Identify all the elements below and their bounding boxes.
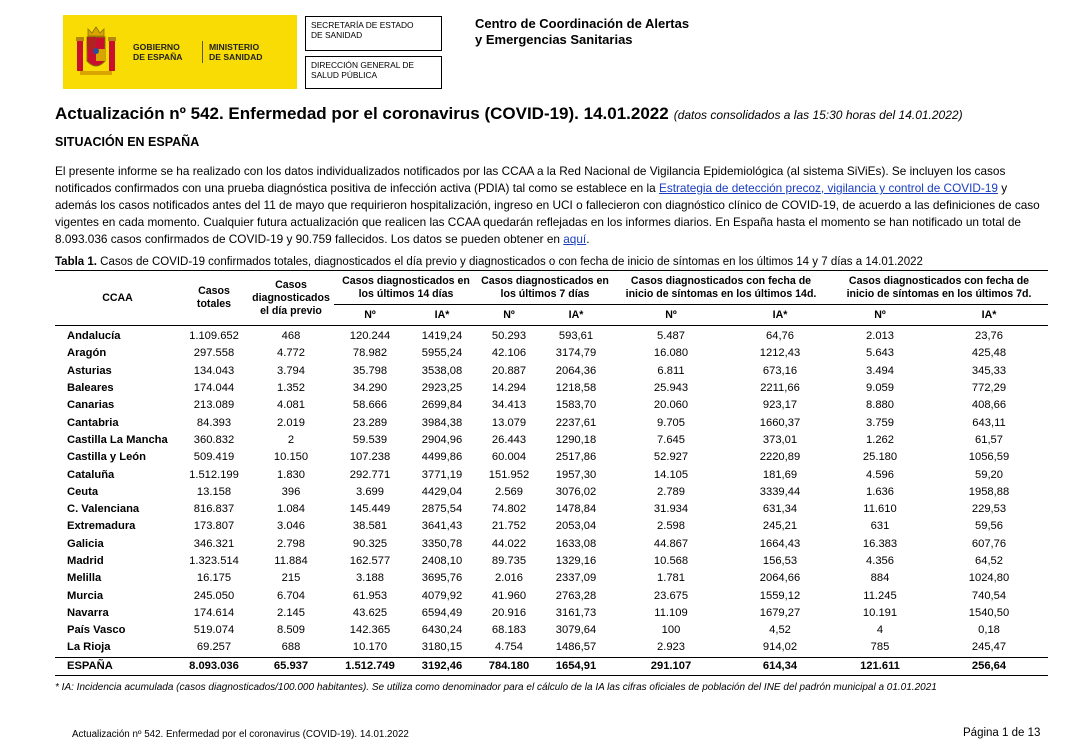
value-cell: 1540,50 <box>968 606 1010 619</box>
value-cell: 4.596 <box>866 468 894 481</box>
value-cell: 25.180 <box>862 451 898 464</box>
value-cell: 107.238 <box>349 451 391 464</box>
value-cell: 69.257 <box>196 641 232 654</box>
value-cell: 7.645 <box>657 433 685 446</box>
ccaa-name-cell: Ceuta <box>67 485 99 498</box>
value-cell: 785 <box>870 641 890 654</box>
value-cell: 1.512.199 <box>189 468 239 481</box>
value-cell: 2904,96 <box>421 433 463 446</box>
value-cell: 2064,66 <box>759 572 801 585</box>
value-cell: 614,34 <box>730 657 830 675</box>
value-cell: 297.558 <box>193 347 235 360</box>
value-cell: 4429,04 <box>421 485 463 498</box>
value-cell: 4.754 <box>495 641 523 654</box>
value-cell: 740,54 <box>971 589 1007 602</box>
ccaa-name-cell: Extremadura <box>67 520 136 533</box>
table-row <box>55 484 1048 501</box>
value-cell: 1664,43 <box>759 537 801 550</box>
value-cell: 3350,78 <box>421 537 463 550</box>
value-cell: 2211,66 <box>760 382 800 395</box>
value-cell: 3180,15 <box>421 641 463 654</box>
col-header-n: Nº <box>874 308 886 321</box>
value-cell: 145.449 <box>349 503 391 516</box>
value-cell: 1583,70 <box>555 399 597 412</box>
table-row <box>55 345 1048 362</box>
table-row <box>55 432 1048 449</box>
table-row <box>55 397 1048 414</box>
value-cell: 1679,27 <box>759 606 801 619</box>
table-row <box>55 570 1048 587</box>
col-header-7d: Casos diagnosticados en los últimos 7 días <box>478 271 612 305</box>
value-cell: 1.830 <box>277 468 305 481</box>
value-cell: 884 <box>870 572 890 585</box>
ccaa-name-cell: ESPAÑA <box>55 657 180 675</box>
value-cell: 1957,30 <box>555 468 597 481</box>
value-cell: 23.289 <box>352 416 388 429</box>
value-cell: 245,47 <box>971 641 1007 654</box>
value-cell: 61.953 <box>352 589 388 602</box>
intro-text-1: El presente informe se ha realizado con los datos individualizados notificados por las CCAA a la Red Nacional de Vigilancia Epidemiológica (al sistema SiViEs). Se incluyen los casos notificados confirmados con una prueba diagnóstica positiva de infección activa (PDIA) tal como se establece en la <box>55 164 1006 195</box>
ccaa-name-cell: Canarias <box>67 399 115 412</box>
value-cell: 229,53 <box>971 503 1007 516</box>
value-cell: 2923,25 <box>421 382 463 395</box>
value-cell: 396 <box>281 485 301 498</box>
value-cell: 50.293 <box>491 330 527 343</box>
value-cell: 44.022 <box>491 537 527 550</box>
value-cell: 3079,64 <box>555 624 597 637</box>
value-cell: 59,20 <box>975 468 1003 481</box>
value-cell: 64,76 <box>766 330 794 343</box>
value-cell: 13.158 <box>196 485 232 498</box>
value-cell: 1.636 <box>866 485 894 498</box>
value-cell: 44.867 <box>653 537 689 550</box>
value-cell: 65.937 <box>248 657 334 675</box>
value-cell: 1.352 <box>277 382 305 395</box>
value-cell: 1.084 <box>277 503 305 516</box>
value-cell: 4,52 <box>769 624 791 637</box>
value-cell: 2699,84 <box>421 399 463 412</box>
value-cell: 6594,49 <box>421 606 463 619</box>
col-header-total: Casos totales <box>196 285 232 310</box>
value-cell: 213.089 <box>193 399 235 412</box>
value-cell: 772,29 <box>971 382 1007 395</box>
ccaa-name-cell: Baleares <box>67 382 114 395</box>
ccaa-name-cell: Asturias <box>67 364 112 377</box>
value-cell: 16.080 <box>653 347 689 360</box>
value-cell: 4.081 <box>277 399 305 412</box>
ccaa-name-cell: Andalucía <box>67 330 121 343</box>
col-header-ia: IA* <box>434 308 450 321</box>
value-cell: 346.321 <box>193 537 235 550</box>
value-cell: 9.059 <box>866 382 894 395</box>
table-caption-label: Tabla 1. <box>55 256 97 268</box>
value-cell: 142.365 <box>349 624 391 637</box>
value-cell: 245.050 <box>193 589 235 602</box>
value-cell: 631 <box>870 520 890 533</box>
value-cell: 1212,43 <box>759 347 801 360</box>
value-cell: 174.044 <box>193 382 235 395</box>
value-cell: 643,11 <box>972 416 1006 429</box>
value-cell: 3174,79 <box>555 347 597 360</box>
value-cell: 2 <box>287 433 295 446</box>
value-cell: 42.106 <box>491 347 527 360</box>
value-cell: 2.798 <box>277 537 305 550</box>
value-cell: 4499,86 <box>421 451 463 464</box>
value-cell: 3076,02 <box>555 485 597 498</box>
value-cell: 2.598 <box>657 520 685 533</box>
center-title: Centro de Coordinación de Alertas y Emergencias Sanitarias <box>475 16 690 47</box>
table-row <box>55 466 1048 483</box>
table-caption-text: Casos de COVID-19 confirmados totales, diagnosticados el día previo y diagnosticados o con fecha de inicio de síntomas en los últimos 14 y 7 días a 14.01.2022 <box>96 256 923 268</box>
col-header-ia: IA* <box>568 308 584 321</box>
col-header-prev-day: Casos diagnosticados el día previo <box>252 278 330 317</box>
ccaa-name-cell: Cantabria <box>67 416 119 429</box>
value-cell: 90.325 <box>352 537 388 550</box>
value-cell: 174.614 <box>193 606 235 619</box>
value-cell: 58.666 <box>352 399 388 412</box>
value-cell: 593,61 <box>558 330 594 343</box>
ccaa-name-cell: Aragón <box>67 347 107 360</box>
value-cell: 1.781 <box>657 572 685 585</box>
value-cell: 923,17 <box>762 399 798 412</box>
value-cell: 2064,36 <box>555 364 597 377</box>
value-cell: 468 <box>281 330 301 343</box>
value-cell: 61,57 <box>975 433 1003 446</box>
value-cell: 8.509 <box>277 624 305 637</box>
value-cell: 292.771 <box>349 468 391 481</box>
value-cell: 4.772 <box>277 347 305 360</box>
value-cell: 345,33 <box>971 364 1007 377</box>
value-cell: 519.074 <box>193 624 235 637</box>
table-row <box>55 363 1048 380</box>
table-row <box>55 380 1048 397</box>
col-header-n: Nº <box>665 308 677 321</box>
intro-paragraph <box>55 163 1045 248</box>
ccaa-name-cell: Madrid <box>67 555 104 567</box>
value-cell: 3984,38 <box>421 416 463 429</box>
value-cell: 3641,43 <box>421 520 463 533</box>
value-cell: 2053,04 <box>555 520 597 533</box>
value-cell: 13.079 <box>491 416 527 429</box>
table-row <box>55 622 1048 639</box>
value-cell: 25.943 <box>653 382 689 395</box>
value-cell: 16.383 <box>862 537 898 550</box>
value-cell: 1.109.652 <box>189 330 239 343</box>
value-cell: 64,52 <box>975 555 1003 567</box>
value-cell: 151.952 <box>488 468 530 481</box>
table-row <box>55 553 1048 570</box>
table-row <box>55 536 1048 553</box>
col-header-ccaa: CCAA <box>102 291 133 304</box>
value-cell: 2.019 <box>277 416 305 429</box>
value-cell: 2337,09 <box>555 572 597 585</box>
value-cell: 2517,86 <box>555 451 597 464</box>
value-cell: 1024,80 <box>968 572 1010 585</box>
col-header-14d: Casos diagnosticados en los últimos 14 días <box>334 271 478 305</box>
value-cell: 11.109 <box>654 606 688 619</box>
logo-divider <box>202 41 203 63</box>
value-cell: 3771,19 <box>421 468 463 481</box>
value-cell: 2.016 <box>495 572 523 585</box>
value-cell: 1218,58 <box>555 382 597 395</box>
value-cell: 41.960 <box>491 589 527 602</box>
value-cell: 408,66 <box>971 399 1007 412</box>
table-body <box>55 326 1048 676</box>
value-cell: 6.811 <box>657 364 685 377</box>
value-cell: 8.880 <box>866 399 894 412</box>
value-cell: 120.244 <box>349 330 391 343</box>
value-cell: 1419,24 <box>421 330 463 343</box>
ccaa-name-cell: Cataluña <box>67 468 115 481</box>
value-cell: 134.043 <box>193 364 235 377</box>
value-cell: 3538,08 <box>421 364 463 377</box>
table-row <box>55 449 1048 466</box>
value-cell: 1478,84 <box>555 503 597 516</box>
value-cell: 3192,46 <box>406 657 478 675</box>
value-cell: 1329,16 <box>555 555 597 567</box>
ccaa-name-cell: La Rioja <box>67 641 111 654</box>
value-cell: 34.290 <box>352 382 388 395</box>
value-cell: 4 <box>876 624 884 637</box>
value-cell: 173.807 <box>193 520 235 533</box>
value-cell: 1.512.749 <box>334 657 406 675</box>
value-cell: 2408,10 <box>421 555 463 567</box>
data-link[interactable]: aquí <box>563 232 587 246</box>
table-row <box>55 518 1048 535</box>
page-number: Página 1 de 13 <box>963 727 1041 739</box>
value-cell: 20.060 <box>653 399 689 412</box>
value-cell: 10.191 <box>862 606 898 619</box>
value-cell: 784.180 <box>478 657 540 675</box>
value-cell: 10.568 <box>653 555 689 567</box>
ccaa-name-cell: Castilla y León <box>67 451 146 464</box>
value-cell: 11.884 <box>274 555 308 567</box>
value-cell: 360.832 <box>193 433 235 446</box>
government-logo <box>63 15 297 89</box>
value-cell: 1.323.514 <box>189 555 239 567</box>
value-cell: 0,18 <box>978 624 1000 637</box>
ccaa-name-cell: Castilla La Mancha <box>67 433 168 446</box>
ccaa-name-cell: Murcia <box>67 589 104 602</box>
value-cell: 11.245 <box>863 589 897 602</box>
page-title <box>55 104 963 124</box>
intro-text-3: . <box>586 232 590 246</box>
col-header-ia: IA* <box>981 308 997 321</box>
value-cell: 2.789 <box>657 485 685 498</box>
ccaa-name-cell: Navarra <box>67 606 109 619</box>
value-cell: 23.675 <box>653 589 689 602</box>
value-cell: 3.699 <box>356 485 384 498</box>
government-label: GOBIERNO DE ESPAÑA <box>133 42 183 62</box>
value-cell: 1.262 <box>866 433 894 446</box>
footer-document-title: Actualización nº 542. Enfermedad por el coronavirus (COVID-19). 14.01.2022 <box>72 729 409 740</box>
value-cell: 89.735 <box>491 555 527 567</box>
direccion-box: DIRECCIÓN GENERAL DE SALUD PÚBLICA <box>305 56 442 89</box>
col-header-ia: IA* <box>772 308 788 321</box>
table-row <box>55 326 1048 346</box>
value-cell: 35.798 <box>352 364 388 377</box>
value-cell: 3.188 <box>356 572 384 585</box>
value-cell: 59,56 <box>975 520 1003 533</box>
title-subtitle: (datos consolidados a las 15:30 horas del 14.01.2022) <box>673 108 963 122</box>
table-row <box>55 587 1048 604</box>
value-cell: 1633,08 <box>555 537 597 550</box>
value-cell: 34.413 <box>491 399 527 412</box>
value-cell: 162.577 <box>349 555 391 567</box>
value-cell: 68.183 <box>491 624 527 637</box>
value-cell: 6.704 <box>277 589 305 602</box>
coat-of-arms-icon <box>76 25 116 79</box>
col-header-sym-7d: Casos diagnosticados con fecha de inicio de síntomas en los últimos 7d. <box>830 271 1048 305</box>
value-cell: 9.705 <box>657 416 685 429</box>
value-cell: 245,21 <box>762 520 798 533</box>
value-cell: 607,76 <box>971 537 1007 550</box>
value-cell: 84.393 <box>196 416 232 429</box>
table-row <box>55 414 1048 431</box>
value-cell: 509.419 <box>193 451 235 464</box>
value-cell: 16.175 <box>196 572 232 585</box>
intro-text-2: y además los casos notificados antes del 11 de mayo que requirieron hospitalización, ingreso en UCI o fallecieron con diagnóstico clínico de COVID-19, de acuerdo a las definiciones de caso vigentes en cada momento. Cualquier futura actualización que realicen las CCAA quedarán reflejadas en los informes diarios. En España hasta el momento se han notificado un total de 8.093.036 casos confirmados de COVID-19 y 90.759 fallecidos. Los datos se pueden obtener en <box>55 181 1040 246</box>
value-cell: 121.611 <box>830 657 930 675</box>
value-cell: 2.923 <box>657 641 685 654</box>
value-cell: 2.569 <box>495 485 523 498</box>
col-header-n: Nº <box>503 308 515 321</box>
value-cell: 816.837 <box>193 503 235 516</box>
value-cell: 4079,92 <box>421 589 463 602</box>
value-cell: 2237,61 <box>555 416 597 429</box>
value-cell: 1958,88 <box>968 485 1010 498</box>
value-cell: 5955,24 <box>421 347 463 360</box>
value-cell: 10.150 <box>273 451 309 464</box>
value-cell: 52.927 <box>653 451 689 464</box>
value-cell: 3339,44 <box>759 485 801 498</box>
value-cell: 156,53 <box>762 555 798 567</box>
value-cell: 14.294 <box>491 382 527 395</box>
value-cell: 3.794 <box>277 364 305 377</box>
value-cell: 3.759 <box>866 416 894 429</box>
value-cell: 256,64 <box>930 657 1048 675</box>
value-cell: 3.494 <box>866 364 894 377</box>
value-cell: 425,48 <box>971 347 1007 360</box>
value-cell: 26.443 <box>491 433 527 446</box>
value-cell: 3.046 <box>277 520 305 533</box>
value-cell: 215 <box>281 572 301 585</box>
value-cell: 6430,24 <box>421 624 463 637</box>
section-title: SITUACIÓN EN ESPAÑA <box>55 135 200 149</box>
value-cell: 2220,89 <box>759 451 801 464</box>
value-cell: 688 <box>281 641 301 654</box>
value-cell: 181,69 <box>762 468 798 481</box>
table-row <box>55 605 1048 622</box>
value-cell: 1056,59 <box>968 451 1010 464</box>
value-cell: 1660,37 <box>759 416 801 429</box>
value-cell: 1486,57 <box>555 641 597 654</box>
strategy-link[interactable]: Estrategia de detección precoz, vigilancia y control de COVID-19 <box>658 181 998 195</box>
value-cell: 20.887 <box>491 364 527 377</box>
value-cell: 11.610 <box>863 503 897 516</box>
value-cell: 74.802 <box>491 503 527 516</box>
value-cell: 291.107 <box>612 657 730 675</box>
value-cell: 78.982 <box>352 347 388 360</box>
value-cell: 673,16 <box>762 364 798 377</box>
value-cell: 1559,12 <box>759 589 801 602</box>
value-cell: 14.105 <box>653 468 689 481</box>
value-cell: 43.625 <box>352 606 388 619</box>
ccaa-name-cell: País Vasco <box>67 624 126 637</box>
value-cell: 5.643 <box>866 347 894 360</box>
value-cell: 373,01 <box>762 433 798 446</box>
value-cell: 21.752 <box>491 520 527 533</box>
value-cell: 1654,91 <box>540 657 612 675</box>
ccaa-name-cell: Melilla <box>67 572 102 585</box>
value-cell: 8.093.036 <box>180 657 248 675</box>
covid-cases-table <box>55 270 1048 676</box>
value-cell: 2.145 <box>277 606 305 619</box>
value-cell: 59.539 <box>352 433 388 446</box>
value-cell: 631,34 <box>762 503 798 516</box>
value-cell: 60.004 <box>491 451 527 464</box>
value-cell: 1290,18 <box>555 433 597 446</box>
value-cell: 2875,54 <box>421 503 463 516</box>
value-cell: 5.487 <box>657 330 685 343</box>
value-cell: 31.934 <box>653 503 689 516</box>
value-cell: 914,02 <box>762 641 798 654</box>
table-caption <box>55 256 923 268</box>
table-row <box>55 639 1048 657</box>
table-total-row <box>55 657 1048 675</box>
value-cell: 2.013 <box>866 330 894 343</box>
value-cell: 10.170 <box>352 641 388 654</box>
value-cell: 23,76 <box>975 330 1003 343</box>
footnote: * IA: Incidencia acumulada (casos diagnosticados/100.000 habitantes). Se utiliza como denominador para el cálculo de la IA las cifras oficiales de población del INE del padrón municipal a 01.01.2021 <box>55 682 937 693</box>
ccaa-name-cell: C. Valenciana <box>67 503 140 516</box>
col-header-sym-14d: Casos diagnosticados con fecha de inicio de síntomas en los últimos 14d. <box>612 271 830 305</box>
value-cell: 100 <box>661 624 681 637</box>
value-cell: 20.916 <box>491 606 527 619</box>
ccaa-name-cell: Galicia <box>67 537 104 550</box>
value-cell: 3695,76 <box>421 572 463 585</box>
value-cell: 3161,73 <box>555 606 597 619</box>
value-cell: 4.356 <box>866 555 894 567</box>
title-text: Actualización nº 542. Enfermedad por el coronavirus (COVID-19). 14.01.2022 <box>55 104 669 123</box>
table-row <box>55 501 1048 518</box>
value-cell: 2763,28 <box>555 589 597 602</box>
secretaria-box: SECRETARÍA DE ESTADO DE SANIDAD <box>305 16 442 51</box>
value-cell: 38.581 <box>352 520 388 533</box>
col-header-n: Nº <box>364 308 376 321</box>
ministry-label: MINISTERIO DE SANIDAD <box>209 42 263 62</box>
